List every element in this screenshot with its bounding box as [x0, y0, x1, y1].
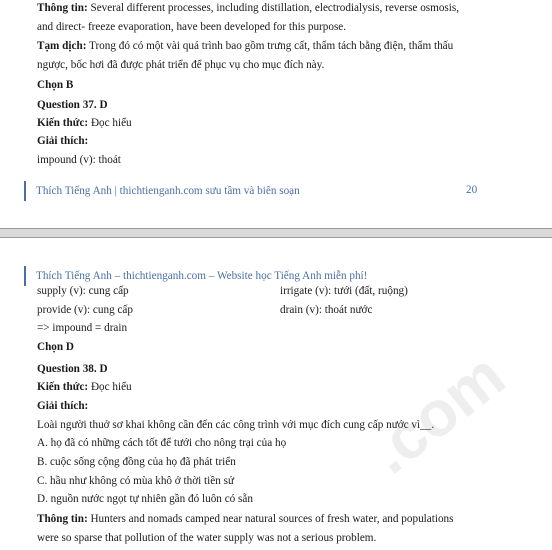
- knowledge-label: Kiến thức:: [37, 381, 89, 393]
- option-b: B. cuộc sống cộng đồng của họ đã phát triển: [37, 456, 236, 468]
- info-label: Thông tin:: [37, 2, 88, 14]
- info-text: Several different processes, including distillation, electrodialysis, reverse osmosis,: [87, 2, 460, 14]
- translation-text: Trong đó có một vài quá trình bao gồm trưng cất, thẩm tách bằng điện, thẩm thấu: [86, 40, 454, 52]
- question-heading: Question 38. D: [37, 363, 108, 375]
- info-text: Hunters and nomads camped near natural sources of fresh water, and populations: [87, 513, 454, 525]
- info-line: [37, 2, 459, 14]
- question-stem: Loài người thuở sơ khai không cần đến các công trình với mục đích cung cấp nước vì__.: [37, 419, 435, 431]
- equation-line: => impound = drain: [37, 322, 128, 334]
- translation-line-2: ngược, bốc hơi đã được phát triển để phục vụ cho mục đích này.: [37, 59, 325, 71]
- vocab-drain: drain (v): thoát nước: [280, 304, 373, 316]
- option-d: D. nguồn nước ngọt tự nhiên gần đó luôn có sẵn: [37, 493, 253, 505]
- knowledge-label: Kiến thức:: [37, 117, 89, 129]
- info-label: Thông tin:: [37, 513, 88, 525]
- translation-line: [37, 40, 453, 52]
- knowledge-value: Đọc hiểu: [88, 117, 132, 129]
- vocab-supply: supply (v): cung cấp: [37, 285, 129, 297]
- question-heading: Question 37. D: [37, 99, 108, 111]
- knowledge-line: [37, 381, 132, 393]
- page-header: Thích Tiếng Anh – thichtienganh.com – Website học Tiếng Anh miễn phí!: [24, 266, 367, 286]
- translation-label: Tạm dịch:: [37, 40, 87, 52]
- answer-choice: Chọn D: [37, 341, 74, 353]
- page-separator: [0, 228, 552, 238]
- info-line-2: were so sparse that pollution of the water supply was not a serious problem.: [37, 532, 377, 544]
- page-footer: Thích Tiếng Anh | thichtienganh.com sưu tầm và biên soạn: [24, 181, 484, 201]
- vocab-line: impound (v): thoát: [37, 154, 121, 166]
- explanation-label: Giải thích:: [37, 135, 89, 147]
- vocab-irrigate: irrigate (v): tưới (đất, ruộng): [280, 285, 408, 297]
- document-page-top: [0, 0, 552, 228]
- explanation-label: Giải thích:: [37, 400, 89, 412]
- page-number: 20: [466, 184, 478, 196]
- option-c: C. hầu như không có mùa khô ở thời tiền sử: [37, 475, 235, 487]
- info-line: [37, 513, 454, 525]
- document-page-bottom: [0, 238, 552, 550]
- option-a: A. họ đã có những cách tốt để tưới cho nông trại của họ: [37, 437, 287, 449]
- info-line-2: and direct- freeze evaporation, have been developed for this purpose.: [37, 21, 347, 33]
- knowledge-value: Đọc hiểu: [88, 381, 132, 393]
- vocab-provide: provide (v): cung cấp: [37, 304, 133, 316]
- knowledge-line: [37, 117, 132, 129]
- answer-choice: Chọn B: [37, 79, 74, 91]
